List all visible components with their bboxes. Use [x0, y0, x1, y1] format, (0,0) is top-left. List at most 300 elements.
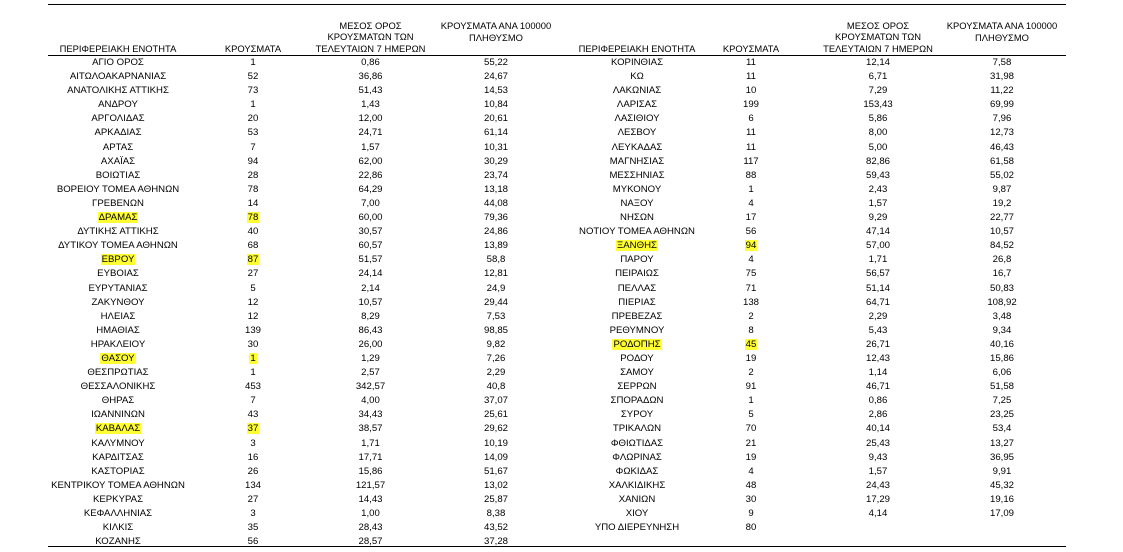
cases-cell	[715, 155, 787, 169]
avg7-cell-text: 7,00	[361, 197, 380, 209]
per100k-cell	[938, 169, 1066, 183]
avg7-cell-text: 82,86	[865, 155, 890, 167]
cases-cell	[221, 183, 285, 197]
per100k-cell	[431, 183, 561, 197]
cases-cell-text: 199	[742, 99, 759, 111]
region-cell-text: ΡΟΔΟΠΗΣ	[613, 338, 661, 350]
region-cell	[563, 507, 711, 521]
per100k-cell-text: 7,53	[486, 310, 506, 322]
region-cell-text: ΚΕΦΑΛΛΗΝΙΑΣ	[83, 508, 153, 519]
region-cell	[48, 56, 188, 70]
cases-cell	[221, 493, 285, 507]
per100k-cell	[431, 507, 561, 521]
region-cell-text: ΣΠΟΡΑΔΩΝ	[610, 395, 664, 407]
region-cell	[48, 394, 188, 408]
per100k-cell-text: 43,52	[483, 522, 508, 534]
header-per100k-right	[938, 4, 1066, 55]
cases-cell	[221, 324, 285, 338]
avg7-cell	[313, 352, 428, 366]
region-cell	[48, 296, 188, 310]
cases-cell	[715, 324, 787, 338]
cases-cell	[715, 253, 787, 267]
per100k-cell	[938, 98, 1066, 112]
per100k-cell	[431, 126, 561, 140]
avg7-cell-text: 0,86	[361, 57, 380, 68]
avg7-cell-text: 86,43	[358, 324, 383, 336]
region-cell-text: ΚΟΡΙΝΘΙΑΣ	[610, 57, 664, 68]
cases-cell	[715, 239, 787, 253]
cases-cell-text: 53	[247, 127, 259, 139]
header-per100k-left	[431, 4, 561, 55]
per100k-cell-text: 13,89	[483, 240, 508, 252]
region-cell-text: ΑΙΤΩΛΟΑΚΑΡΝΑΝΙΑΣ	[69, 71, 167, 83]
avg7-cell	[818, 253, 938, 267]
cases-cell	[221, 535, 285, 549]
per100k-cell	[938, 422, 1066, 436]
avg7-cell-text: 24,14	[358, 268, 383, 280]
cases-cell	[715, 141, 787, 155]
avg7-cell-text: 60,57	[358, 240, 383, 252]
avg7-cell-text: 17,71	[358, 451, 383, 463]
region-cell-text: ΦΩΚΙΔΑΣ	[615, 465, 659, 477]
cases-cell	[221, 338, 285, 352]
avg7-cell-text: 5,00	[868, 141, 888, 153]
avg7-cell	[818, 112, 938, 126]
per100k-cell-text: 79,36	[483, 212, 508, 224]
avg7-cell	[313, 324, 428, 338]
cases-cell-text: 117	[743, 155, 759, 167]
header-per100k-line2: ΠΛΗΘΥΣΜΟ	[469, 31, 523, 43]
per100k-cell	[431, 239, 561, 253]
avg7-cell	[818, 225, 938, 239]
region-cell	[563, 394, 711, 408]
region-cell-text: ΚΩ	[630, 71, 644, 83]
per100k-cell-text: 19,2	[992, 197, 1012, 209]
per100k-cell	[431, 141, 561, 155]
per100k-cell-text: 44,08	[483, 197, 508, 209]
cases-cell	[715, 408, 787, 422]
per100k-cell-text: 24,86	[483, 226, 508, 238]
avg7-cell	[818, 422, 938, 436]
avg7-cell-text: 51,14	[865, 282, 890, 294]
region-cell-text: ΣΑΜΟΥ	[620, 367, 654, 379]
cases-cell	[715, 366, 787, 380]
avg7-cell	[313, 437, 428, 451]
region-cell	[48, 211, 188, 225]
per100k-cell-text: 3,48	[992, 310, 1012, 322]
per100k-cell	[431, 310, 561, 324]
per100k-cell-text: 24,67	[483, 71, 508, 83]
per100k-cell-text: 31,98	[989, 71, 1014, 83]
per100k-cell	[938, 211, 1066, 225]
per100k-cell	[938, 282, 1066, 296]
header-per100k-line2: ΠΛΗΘΥΣΜΟ	[975, 31, 1029, 43]
per100k-cell	[938, 465, 1066, 479]
per100k-cell-text: 69,99	[989, 99, 1014, 111]
per100k-cell-text: 61,14	[483, 127, 508, 139]
cases-cell-text: 4	[748, 465, 754, 477]
cases-cell-text: 26	[247, 465, 259, 477]
region-cell	[48, 197, 188, 211]
cases-cell	[221, 380, 285, 394]
per100k-cell-text: 30,29	[483, 155, 508, 167]
cases-cell	[221, 521, 285, 535]
region-cell	[48, 84, 188, 98]
cases-cell-text: 12	[247, 310, 259, 322]
region-cell-text: ΑΡΚΑΔΙΑΣ	[94, 127, 142, 139]
per100k-cell-text: 9,34	[992, 324, 1012, 336]
avg7-cell	[818, 493, 938, 507]
cases-cell-text: 139	[244, 324, 261, 336]
cases-cell-text: 87	[247, 254, 259, 266]
avg7-cell-text: 342,57	[355, 381, 386, 393]
avg7-cell-text: 57,00	[865, 240, 890, 252]
avg7-cell	[313, 408, 428, 422]
cases-cell-text: 7	[250, 141, 256, 153]
cases-cell-text: 3	[250, 437, 256, 449]
avg7-cell-text: 24,43	[865, 479, 890, 491]
region-cell	[563, 112, 711, 126]
region-cell	[48, 479, 188, 493]
avg7-cell-text: 9,43	[868, 451, 888, 463]
cases-cell	[221, 141, 285, 155]
region-cell	[563, 338, 711, 352]
region-cell-text: ΡΟΔΟΥ	[620, 352, 654, 364]
avg7-cell	[818, 98, 938, 112]
avg7-cell-text: 1,71	[868, 254, 888, 266]
region-cell-text: ΑΝΔΡΟΥ	[98, 99, 138, 111]
avg7-cell-text: 64,71	[865, 296, 890, 308]
cases-cell	[715, 479, 787, 493]
per100k-cell	[938, 352, 1066, 366]
per100k-cell-text: 10,84	[483, 99, 508, 111]
avg7-cell-text: 153,43	[863, 99, 893, 111]
region-cell	[48, 98, 188, 112]
header-avg7-line2: ΚΡΟΥΣΜΑΤΩΝ ΤΩΝ	[834, 31, 921, 42]
per100k-cell-text: 7,25	[992, 395, 1012, 407]
cases-cell-text: 1	[250, 352, 256, 364]
cases-cell-text: 56	[247, 536, 259, 548]
avg7-cell	[313, 155, 428, 169]
cases-cell-text: 6	[748, 113, 754, 125]
avg7-cell	[818, 169, 938, 183]
region-cell-text: ΕΥΒΟΙΑΣ	[97, 268, 139, 280]
region-cell-text: ΚΕΡΚΥΡΑΣ	[92, 493, 143, 505]
avg7-cell-text: 1,71	[361, 437, 380, 449]
region-cell-text: ΛΑΣΙΘΙΟΥ	[614, 113, 660, 125]
avg7-cell	[818, 310, 938, 324]
region-cell	[48, 112, 188, 126]
per100k-cell-text: 16,7	[992, 268, 1012, 280]
header-cases-right	[715, 4, 787, 55]
avg7-cell	[818, 267, 938, 281]
avg7-cell	[818, 366, 938, 380]
cases-cell	[715, 465, 787, 479]
region-cell	[48, 535, 188, 549]
cases-cell-text: 75	[745, 268, 757, 280]
cases-cell-text: 11	[746, 127, 756, 139]
avg7-cell-text: 1,29	[361, 352, 380, 364]
region-cell	[563, 267, 711, 281]
region-cell-text: ΗΛΕΙΑΣ	[100, 310, 136, 322]
region-cell	[48, 451, 188, 465]
region-cell	[48, 408, 188, 422]
avg7-cell	[313, 493, 428, 507]
per100k-cell	[938, 70, 1066, 84]
avg7-cell-text: 1,43	[361, 99, 380, 111]
region-cell	[48, 465, 188, 479]
cases-cell	[715, 84, 787, 98]
region-cell	[48, 282, 188, 296]
per100k-cell	[431, 267, 561, 281]
cases-cell-text: 4	[748, 254, 754, 266]
avg7-cell-text: 28,57	[358, 536, 383, 548]
region-cell-text: ΝΑΞΟΥ	[620, 197, 654, 209]
per100k-cell	[938, 338, 1066, 352]
region-cell	[563, 324, 711, 338]
avg7-cell-text: 1,57	[868, 465, 888, 477]
cases-cell	[221, 366, 285, 380]
cases-cell-text: 27	[247, 268, 259, 280]
region-cell-text: ΑΓΙΟ ΟΡΟΣ	[92, 57, 144, 68]
avg7-cell	[313, 535, 428, 549]
header-avg7-line3: ΤΕΛΕΥΤΑΙΩΝ 7 ΗΜΕΡΩΝ	[315, 42, 426, 54]
region-cell-text: ΑΡΓΟΛΙΔΑΣ	[91, 113, 145, 125]
avg7-cell	[313, 366, 428, 380]
per100k-cell	[938, 380, 1066, 394]
cases-cell	[221, 296, 285, 310]
cases-cell-text: 80	[745, 522, 757, 534]
cases-cell-text: 9	[748, 508, 754, 519]
per100k-cell-text: 51,67	[483, 465, 508, 477]
cases-cell	[715, 56, 787, 70]
avg7-cell-text: 46,71	[865, 381, 890, 393]
cases-cell	[221, 408, 285, 422]
region-cell-text: ΦΘΙΩΤΙΔΑΣ	[610, 437, 664, 449]
region-cell-text: ΖΑΚΥΝΘΟΥ	[91, 296, 145, 308]
per100k-cell-text: 26,8	[992, 254, 1012, 266]
cases-cell-text: 94	[247, 155, 259, 167]
avg7-cell	[818, 126, 938, 140]
region-cell	[563, 211, 711, 225]
region-cell	[48, 366, 188, 380]
cases-cell	[715, 183, 787, 197]
per100k-cell	[431, 253, 561, 267]
cases-cell-text: 453	[244, 381, 261, 393]
cases-cell-text: 27	[247, 493, 259, 505]
per100k-cell-text: 10,57	[989, 226, 1014, 238]
avg7-cell	[313, 253, 428, 267]
cases-cell	[221, 155, 285, 169]
per100k-cell	[431, 521, 561, 535]
region-cell	[563, 282, 711, 296]
per100k-cell-text: 15,86	[989, 352, 1014, 364]
region-cell-text: ΠΙΕΡΙΑΣ	[618, 296, 656, 308]
cases-cell	[715, 352, 787, 366]
avg7-cell-text: 28,43	[358, 522, 383, 534]
avg7-cell-text: 15,86	[358, 465, 383, 477]
cases-cell	[715, 267, 787, 281]
cases-cell	[715, 451, 787, 465]
region-cell	[563, 479, 711, 493]
avg7-cell	[313, 338, 428, 352]
per100k-cell-text: 25,87	[483, 493, 508, 505]
per100k-cell	[431, 112, 561, 126]
cases-cell-text: 1	[748, 395, 754, 407]
per100k-cell	[431, 282, 561, 296]
region-cell	[563, 141, 711, 155]
cases-cell-text: 2	[748, 310, 754, 322]
region-cell-text: ΚΑΣΤΟΡΙΑΣ	[91, 465, 145, 477]
cases-cell	[715, 98, 787, 112]
cases-cell	[221, 451, 285, 465]
region-cell	[48, 422, 188, 436]
per100k-cell	[431, 422, 561, 436]
avg7-cell-text: 12,00	[358, 113, 383, 125]
per100k-cell	[938, 296, 1066, 310]
header-avg7-line1: ΜΕΣΟΣ ΟΡΟΣ	[846, 19, 910, 31]
cases-cell-text: 17	[745, 212, 757, 224]
cases-cell-text: 73	[247, 85, 259, 97]
avg7-cell-text: 38,57	[358, 423, 383, 435]
cases-cell-text: 78	[247, 183, 259, 195]
per100k-cell-text: 84,52	[989, 240, 1014, 252]
region-cell	[563, 70, 711, 84]
per100k-cell	[431, 98, 561, 112]
header-region-left	[48, 4, 188, 55]
region-cell-text: ΣΥΡΟΥ	[620, 409, 654, 421]
avg7-cell-text: 7,29	[868, 85, 888, 97]
region-cell-text: ΚΙΛΚΙΣ	[102, 522, 134, 534]
cases-cell	[221, 112, 285, 126]
per100k-cell-text: 24,9	[486, 282, 506, 294]
cases-cell	[715, 70, 787, 84]
avg7-cell	[818, 183, 938, 197]
region-cell-text: ΤΡΙΚΑΛΩΝ	[612, 423, 662, 435]
per100k-cell	[431, 394, 561, 408]
region-cell-text: ΧΑΝΙΩΝ	[618, 493, 656, 505]
region-cell	[48, 507, 188, 521]
per100k-cell-text: 10,31	[483, 141, 508, 153]
region-cell-text: ΙΩΑΝΝΙΝΩΝ	[91, 409, 145, 421]
cases-cell	[221, 437, 285, 451]
per100k-cell-text: 6,06	[992, 367, 1012, 379]
region-cell	[48, 310, 188, 324]
avg7-cell	[818, 211, 938, 225]
region-cell	[48, 267, 188, 281]
per100k-cell-text: 17,09	[989, 508, 1014, 519]
cases-cell	[221, 310, 285, 324]
region-cell	[563, 465, 711, 479]
region-cell	[48, 141, 188, 155]
per100k-cell-text: 14,09	[483, 451, 508, 463]
region-cell	[563, 239, 711, 253]
cases-table	[48, 4, 1066, 547]
region-cell	[563, 169, 711, 183]
per100k-cell-text: 19,16	[989, 493, 1014, 505]
region-cell	[563, 155, 711, 169]
cases-cell	[221, 479, 285, 493]
avg7-cell-text: 5,86	[868, 113, 888, 125]
cases-cell	[715, 422, 787, 436]
region-cell	[563, 253, 711, 267]
avg7-cell-text: 24,71	[358, 127, 383, 139]
per100k-cell-text: 37,07	[483, 395, 508, 407]
avg7-cell	[313, 310, 428, 324]
per100k-cell	[431, 479, 561, 493]
cases-cell-text: 19	[745, 451, 757, 463]
cases-cell-text: 21	[745, 437, 757, 449]
region-cell-text: ΚΑΒΑΛΑΣ	[95, 423, 141, 435]
avg7-cell	[818, 394, 938, 408]
avg7-cell	[313, 394, 428, 408]
per100k-cell-text: 9,82	[486, 338, 506, 350]
avg7-cell-text: 26,00	[358, 338, 383, 350]
region-cell	[48, 225, 188, 239]
cases-cell	[221, 56, 285, 70]
cases-cell-text: 10	[745, 85, 757, 97]
per100k-cell-text: 7,96	[992, 113, 1012, 125]
per100k-cell	[431, 465, 561, 479]
per100k-cell-text: 12,81	[483, 268, 508, 280]
region-cell	[563, 408, 711, 422]
per100k-cell	[938, 155, 1066, 169]
region-cell-text: ΝΗΣΩΝ	[620, 212, 654, 224]
cases-cell-text: 20	[247, 113, 259, 125]
avg7-cell-text: 6,71	[868, 71, 888, 83]
avg7-cell-text: 8,29	[361, 310, 380, 322]
per100k-cell	[938, 408, 1066, 422]
cases-cell-text: 11	[746, 141, 756, 153]
cases-cell-text: 5	[250, 282, 256, 294]
region-cell-text: ΧΑΛΚΙΔΙΚΗΣ	[608, 479, 666, 491]
region-cell-text: ΑΝΑΤΟΛΙΚΗΣ ΑΤΤΙΚΗΣ	[67, 85, 169, 97]
avg7-cell	[313, 141, 428, 155]
avg7-cell-text: 2,29	[868, 310, 888, 322]
per100k-cell-text: 7,58	[992, 57, 1012, 68]
per100k-cell-text: 61,58	[989, 155, 1014, 167]
region-cell-text: ΔΥΤΙΚΗΣ ΑΤΤΙΚΗΣ	[77, 226, 159, 238]
header-cases-label: ΚΡΟΥΣΜΑΤΑ	[224, 42, 282, 54]
region-cell	[48, 239, 188, 253]
avg7-cell-text: 12,43	[865, 352, 890, 364]
cases-cell	[715, 493, 787, 507]
per100k-cell-text: 22,77	[989, 212, 1014, 224]
per100k-cell-text: 8,38	[486, 508, 506, 519]
avg7-cell-text: 4,14	[868, 508, 888, 519]
cases-cell	[221, 126, 285, 140]
cases-cell-text: 134	[244, 479, 261, 491]
per100k-cell	[431, 324, 561, 338]
avg7-cell	[313, 126, 428, 140]
region-cell	[48, 324, 188, 338]
cases-cell-text: 1	[250, 57, 256, 68]
cases-cell-text: 12	[247, 296, 259, 308]
region-cell-text: ΒΟΙΩΤΙΑΣ	[95, 169, 141, 181]
region-cell	[48, 253, 188, 267]
avg7-cell	[313, 282, 428, 296]
avg7-cell	[818, 282, 938, 296]
avg7-cell	[313, 422, 428, 436]
per100k-cell	[938, 126, 1066, 140]
per100k-cell	[431, 408, 561, 422]
per100k-cell-text: 13,27	[989, 437, 1014, 449]
per100k-cell	[938, 84, 1066, 98]
per100k-cell	[431, 155, 561, 169]
region-cell-text: ΛΕΣΒΟΥ	[617, 127, 657, 139]
cases-cell	[715, 437, 787, 451]
per100k-cell	[431, 70, 561, 84]
